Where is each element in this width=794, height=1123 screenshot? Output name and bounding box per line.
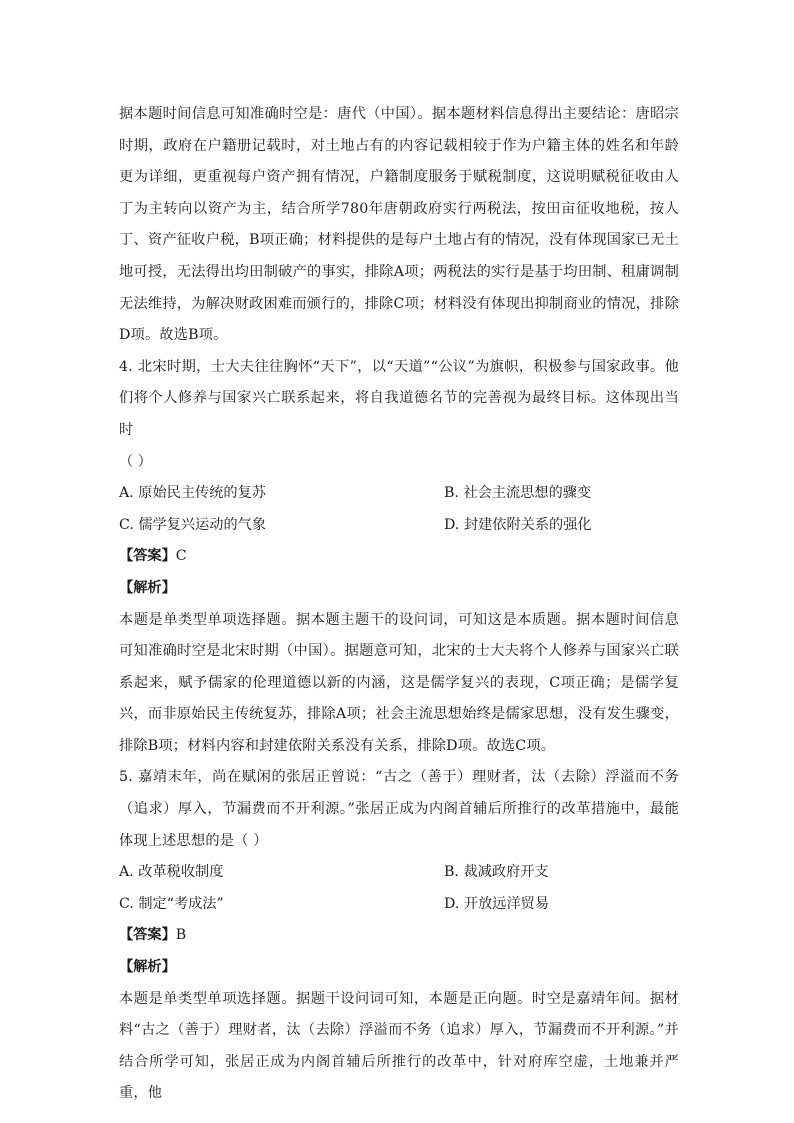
question-4-answer [119,541,679,573]
question-4-option-c: C. 儒学复兴运动的气象 [119,516,267,533]
question-4-analysis-label: 【解析】 [119,579,176,596]
question-4-option-d: D. 封建依附关系的强化 [444,516,592,533]
question-5-option-d: D. 开放远洋贸易 [444,895,550,912]
question-5-analysis-label: 【解析】 [119,959,176,976]
answer-value: C [175,548,187,565]
answer-label: 【答案】 [119,927,176,944]
prev-question-analysis: 据本题时间信息可知准确时空是：唐代（中国）。据本题材料信息得出主要结论：唐昭宗时期，政府在户籍册记载时，对土地占有的内容记载相较于作为户籍主体的姓名和年龄更为详细，更重视每户资产拥有情况，户籍制度服务于赋税制度，这说明赋税征收由人丁为主转向以资产为主，结合所学780年唐朝政府实行两税法，按田亩征收地税，按人丁、资产征收户税，B项正确；材料提供的是每户土地占有的情况，没有体现国家已无土地可授，无法得出均田制破产的事实，排除A项；两税法的实行是基于均田制、租庸调制无法维持，为解决财政困难而颁行的，排除C项；材料没有体现出抑制商业的情况，排除D项。故选B项。 [119,106,679,344]
question-5-option-a: A. 改革税收制度 [119,864,224,881]
question-4-stem: 4. 北宋时期，士大夫往往胸怀“天下”，以“天道”“公议”为旗帜，积极参与国家政事。他们将个人修养与国家兴亡联系起来，将自我道德名节的完善视为最终目标。这体现出当时 [119,358,679,438]
question-5-answer [119,920,679,952]
question-5-options [119,857,679,920]
question-4-analysis: 本题是单类型单项选择题。据本题主题干的设问词，可知这是本质题。据本题时间信息可知准确时空是北宋时期（中国）。据题意可知，北宋的士大夫将个人修养与国家兴亡联系起来，赋予儒家的伦理道德以新的内涵，这是儒学复兴的表现，C项正确；是儒学复兴，而非原始民主传统复苏，排除A项；社会主流思想始终是儒家思想，没有发生骤变，排除B项；材料内容和封建依附关系没有关系，排除D项。故选C项。 [119,611,679,754]
question-4-option-a: A. 原始民主传统的复苏 [119,485,266,502]
question-5-stem: 5. 嘉靖末年，尚在赋闲的张居正曾说：“古之（善于）理财者，汰（去除）浮溢而不务（追求）厚入，节漏费而不开利源。”张居正成为内阁首辅后所推行的改革措施中，最能体现上述思想的是（ ） [119,769,679,849]
page-content [119,99,679,1110]
question-4-option-b: B. 社会主流思想的骤变 [444,485,592,502]
answer-label: 【答案】 [119,548,176,565]
question-5-analysis: 本题是单类型单项选择题。据题干设问词可知，本题是正向题。时空是嘉靖年间。据材料“古之（善于）理财者，汰（去除）浮溢而不务（追求）厚入，节漏费而不开利源。”并结合所学可知，张居正成为内阁首辅后所推行的改革中，针对府库空虚，土地兼并严重，他 [119,990,679,1102]
question-5-option-c: C. 制定“考成法” [119,895,224,912]
question-4-options [119,478,679,541]
answer-value: B [175,927,187,944]
question-4-blank: （ ） [119,453,152,470]
question-5-option-b: B. 裁减政府开支 [444,864,549,881]
